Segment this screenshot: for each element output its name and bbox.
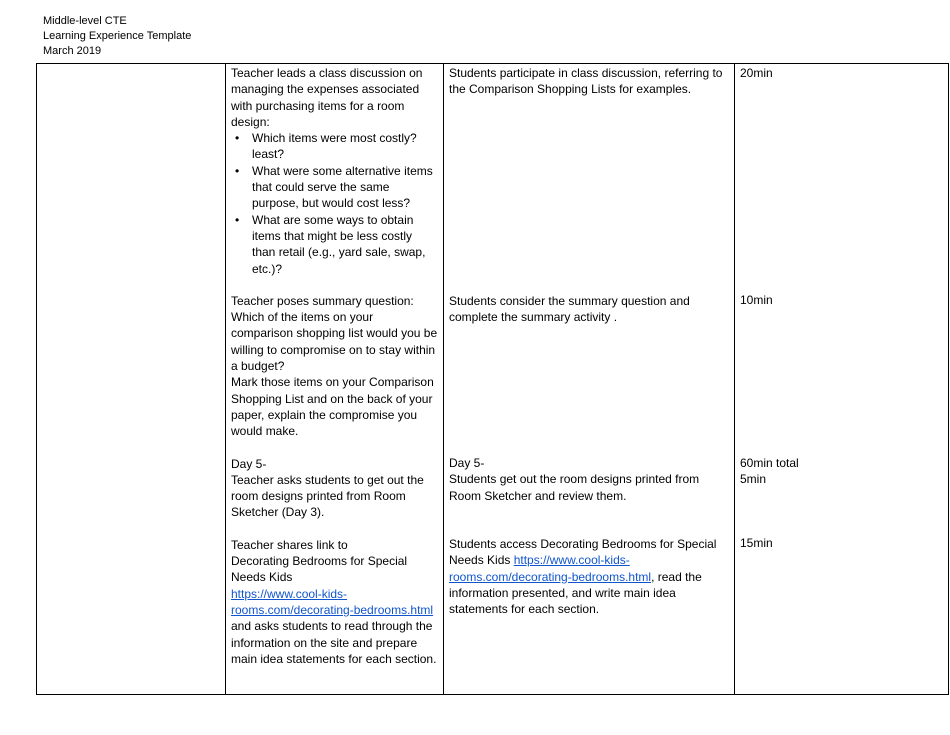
teacher-link-intro: Teacher shares link to [231, 537, 348, 552]
discussion-questions-list [231, 130, 438, 277]
student-resource-link[interactable]: https://www.cool-kids-rooms.com/decorating-bedrooms.html [449, 553, 652, 584]
header-template-title: Learning Experience Template [43, 30, 192, 42]
header-date: March 2019 [43, 45, 102, 57]
student-access-text: Students access Decorating Bedrooms for Special Needs Kids [449, 537, 717, 568]
time-day5-first: 5min [740, 471, 767, 486]
time-discussion: 20min [740, 66, 773, 80]
list-item: • What were some alternative items that could serve the same purpose, but would cost less? [252, 163, 438, 212]
lesson-table [36, 63, 949, 695]
teacher-discussion-intro: Teacher leads a class discussion on managing the expenses associated with purchasing items for a room design: [231, 66, 423, 129]
teacher-resource-link[interactable]: https://www.cool-kids-rooms.com/decorating-bedrooms.html [231, 586, 434, 617]
student-day5-text: Students get out the room designs printed from Room Sketcher and review them. [449, 472, 700, 503]
student-discussion: Students participate in class discussion, referring to the Comparison Shopping Lists for examples. [449, 66, 723, 97]
student-summary: Students consider the summary question and complete the summary activity . [449, 293, 690, 324]
teacher-day5-label: Day 5- [231, 456, 267, 471]
document-header [43, 14, 191, 59]
list-item: • Which items were most costly? least? [252, 130, 438, 163]
teacher-summary-question: Teacher poses summary question: Which of the items on your comparison shopping list would you be willing to compromise on to stay within a budget? [231, 293, 438, 374]
blank-column-cell [37, 64, 226, 695]
teacher-actions-cell [226, 64, 444, 695]
teacher-summary-instruction: Mark those items on your Comparison Shopping List and on the back of your paper, explain the compromise you would make. [231, 375, 434, 439]
time-access: 15min [740, 536, 773, 551]
student-access-after: , read the information presented, and write main idea statements for each section. [449, 569, 702, 617]
student-access-paragraph [449, 536, 729, 617]
student-day5-label: Day 5- [449, 456, 485, 471]
teacher-link-instructions: and asks students to read through the information on the site and prepare main idea statements for each section. [231, 619, 437, 666]
teacher-link-title: Decorating Bedrooms for Special Needs Kids [231, 554, 408, 585]
table-row [37, 64, 949, 695]
list-item: • What are some ways to obtain items that might be less costly than retail (e.g., yard sale, swap, etc.)? [252, 212, 438, 277]
header-program: Middle-level CTE [43, 15, 127, 27]
time-day5-total: 60min total [740, 455, 799, 470]
time-summary: 10min [740, 293, 773, 308]
teacher-day5-text: Teacher asks students to get out the room designs printed from Room Sketcher (Day 3). [231, 472, 424, 520]
time-cell [735, 64, 949, 695]
student-actions-cell [444, 64, 735, 695]
